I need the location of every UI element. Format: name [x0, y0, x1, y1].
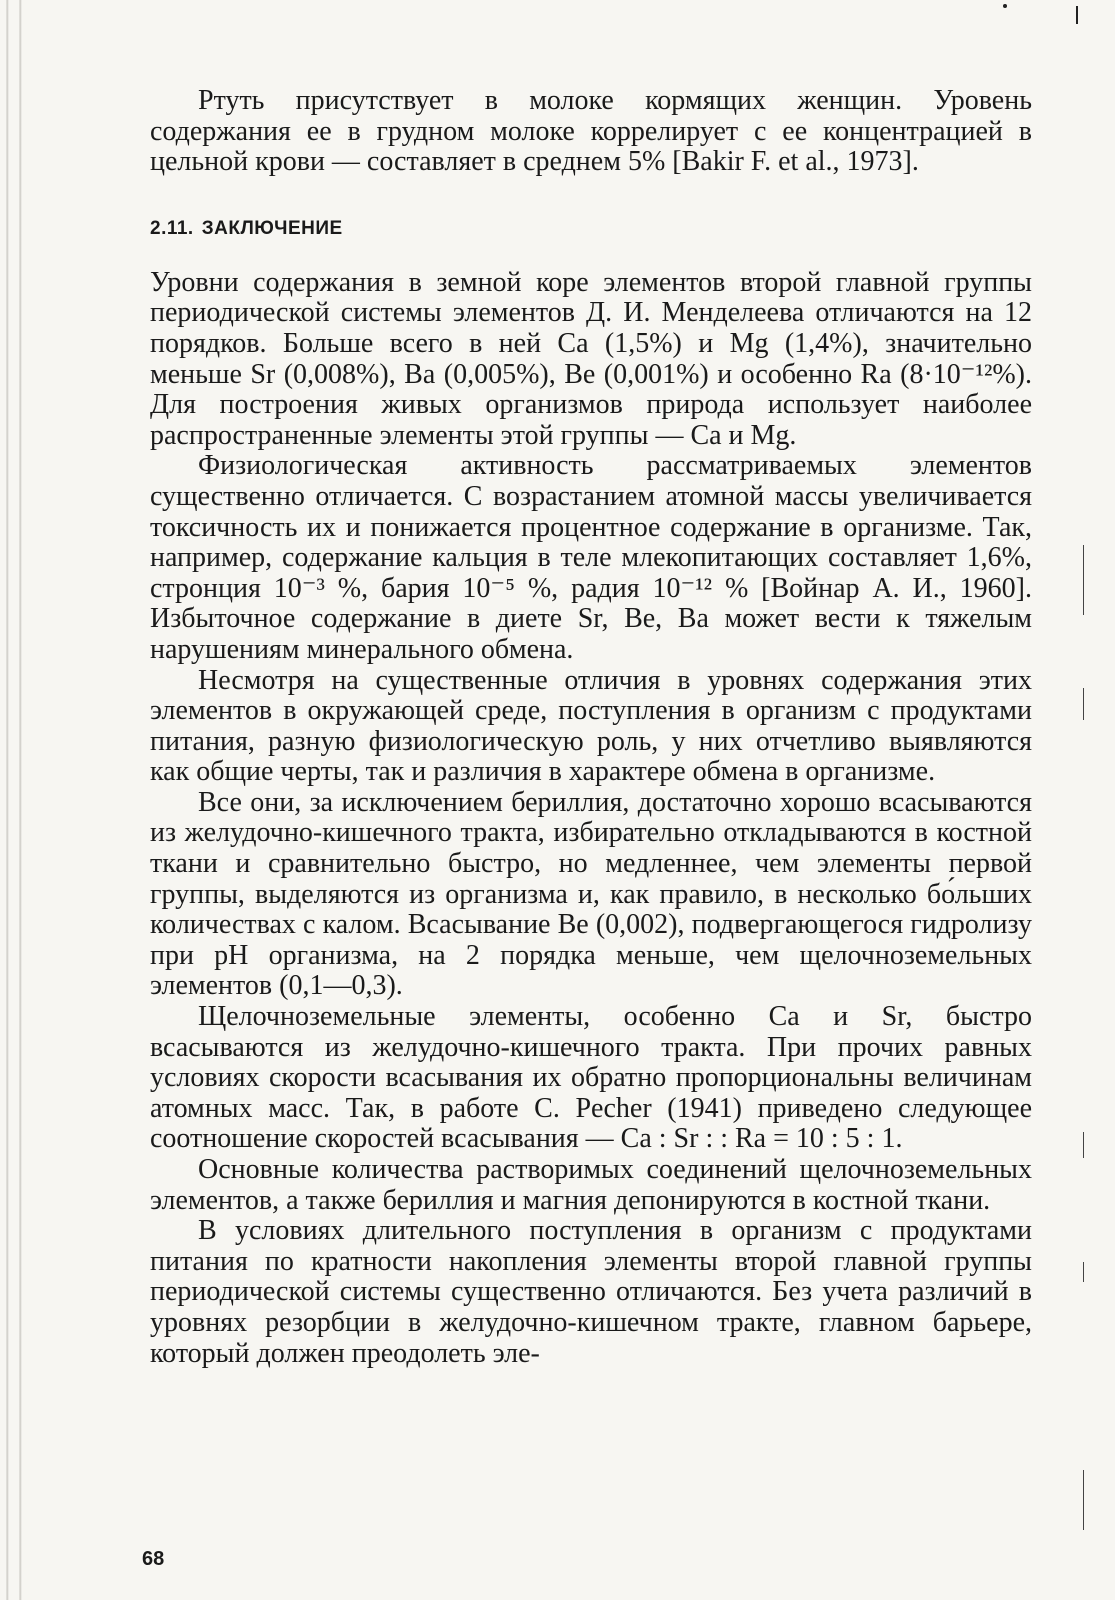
body-paragraph: Щелочноземельные элементы, особенно Са и Sr, быстро всасываются из желудочно-кишечного тракта. При прочих равных условиях скорости всасывания их обратно пропорциональны величинам атомных масс. Так, в работе С. Pecher (1941) приведено следующее соотношение скоростей всасывания — Са : Sr : : Ra = 10 : 5 : 1.: [150, 1001, 1032, 1155]
body-paragraph: Основные количества растворимых соединений щелочноземельных элементов, а также бериллия и магния депонируются в костной ткани.: [150, 1154, 1032, 1216]
scan-edge-mark: [1083, 688, 1084, 720]
body-paragraph: Уровни содержания в земной коре элементов второй главной группы периодической системы элементов Д. И. Менделеева отличаются на 12 порядков. Больше всего в ней Са (1,5%) и Mg (1,4%), значительно меньше Sr (0,008%), Ва (0,005%), Be (0,001%) и особенно Ra (8·10⁻¹²%). Для построения живых организмов природа использует наиболее распространенные элементы этой группы — Са и Mg.: [150, 266, 1032, 451]
section-number: 2.11.: [150, 217, 194, 239]
scan-edge-mark: [1083, 545, 1084, 615]
body-paragraph: В условиях длительного поступления в организм с продуктами питания по кратности накопления элементы второй главной группы периодической системы существенно отличаются. Без учета различий в уровнях резорбции в желудочно-кишечном тракте, главном барьере, который должен преодолеть эле-: [150, 1215, 1032, 1369]
scan-edge-mark: [1083, 1470, 1084, 1530]
scan-edge-mark: [1076, 6, 1078, 24]
scan-edge-mark: [1083, 1262, 1084, 1282]
book-binding-edge: [0, 0, 30, 1600]
body-paragraph: Физиологическая активность рассматриваемых элементов существенно отличается. С возрастанием атомной массы увеличивается токсичность их и понижается процентное содержание в организме. Так, например, содержание кальция в теле млекопитающих составляет 1,6%, стронция 10⁻³ %, бария 10⁻⁵ %, радия 10⁻¹² % [Войнар А. И., 1960]. Избыточное содержание в диете Sr, Be, Ва может вести к тяжелым нарушениям минерального обмена.: [150, 450, 1032, 665]
book-page: [150, 86, 1032, 1369]
page-number: 68: [142, 1548, 165, 1570]
section-heading: [150, 218, 1032, 240]
section-title: ЗАКЛЮЧЕНИЕ: [201, 217, 343, 239]
body-paragraph: Несмотря на существенные отличия в уровнях содержания этих элементов в окружающей среде, поступления в организм с продуктами питания, разную физиологическую роль, у них отчетливо выявляются как общие черты, так и различия в характере обмена в организме.: [150, 664, 1032, 788]
scan-speck: [1003, 4, 1007, 8]
intro-paragraph: Ртуть присутствует в молоке кормящих женщин. Уровень содержания ее в грудном молоке коррелирует с ее концентрацией в цельной крови — составляет в среднем 5% [Bakir F. et al., 1973].: [150, 85, 1032, 178]
scan-edge-mark: [1083, 1132, 1084, 1158]
body-paragraph: Все они, за исключением бериллия, достаточно хорошо всасываются из желудочно-кишечного тракта, избирательно откладываются в костной ткани и сравнительно быстро, но медленнее, чем элементы первой группы, выделяются из организма и, как правило, в несколько бо́льших количествах с калом. Всасывание Be (0,002), подвергающегося гидролизу при рН организма, на 2 порядка меньше, чем щелочноземельных элементов (0,1—0,3).: [150, 786, 1032, 1002]
